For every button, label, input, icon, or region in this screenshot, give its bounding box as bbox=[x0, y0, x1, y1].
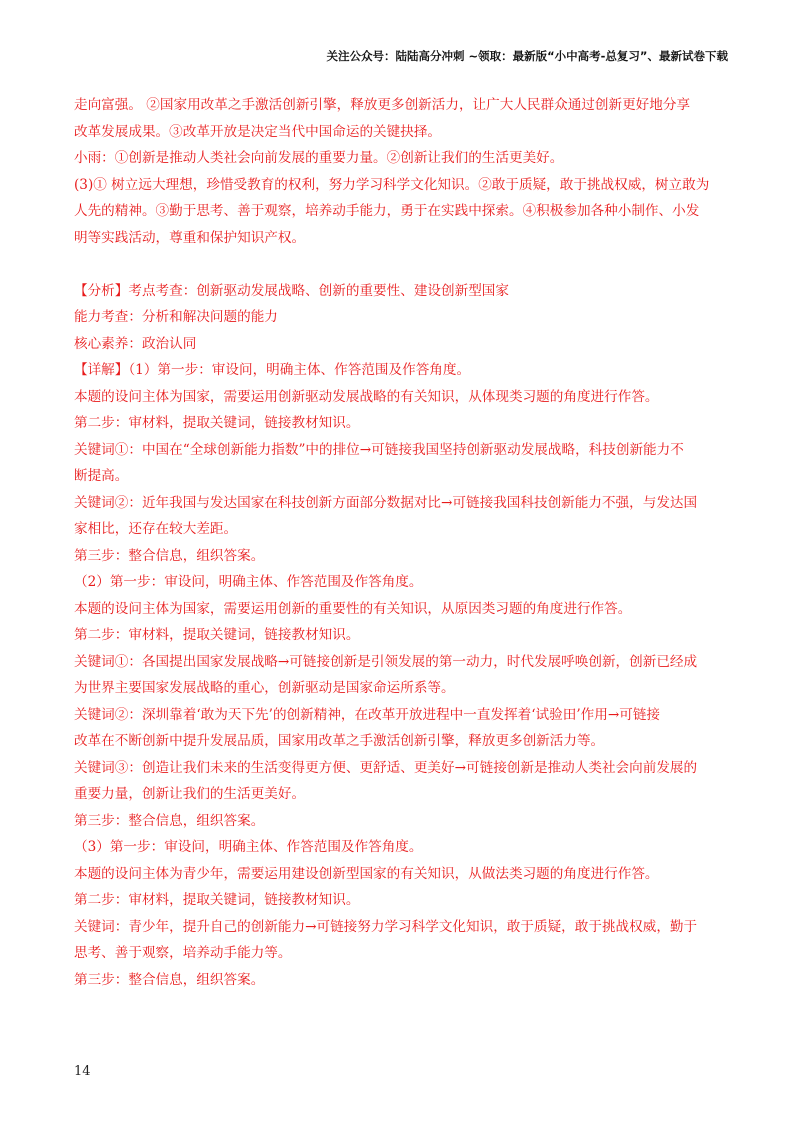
text-line: 小雨：①创新是推动人类社会向前发展的重要力量。②创新让我们的生活更美好。 bbox=[74, 150, 564, 166]
text-line: （2）第一步：审设问，明确主体、作答范围及作答角度。 bbox=[74, 574, 423, 590]
text-line: 第三步：整合信息，组织答案。 bbox=[74, 971, 265, 988]
text-line: 关键词③：创造让我们未来的生活变得更方便、更舒适、更美好→可链接创新是推动人类社会向前发展的 bbox=[74, 759, 698, 776]
text-line: 关键词②：近年我国与发达国家在科技创新方面部分数据对比→可链接我国科技创新能力不强，与发达国 bbox=[74, 494, 698, 511]
text-line: 能力考查：分析和解决问题的能力 bbox=[74, 309, 278, 325]
text-line: 关键词：青少年，提升自己的创新能力→可链接努力学习科学文化知识，敢于质疑，敢于挑战权威，勤于 bbox=[74, 918, 698, 935]
text-line: 改革发展成果。③改革开放是决定当代中国命运的关键抉择。 bbox=[74, 123, 442, 140]
text-line: （3）第一步：审设问，明确主体、作答范围及作答角度。 bbox=[74, 839, 423, 855]
text-line: 核心素养：政治认同 bbox=[74, 335, 197, 352]
text-line: 关键词①：中国在“全球创新能力指数”中的排位→可链接我国坚持创新驱动发展战略，科技创新能力不 bbox=[74, 441, 684, 458]
text-line: 第三步：整合信息，组织答案。 bbox=[74, 547, 265, 564]
text-line: 明等实践活动，尊重和保护知识产权。 bbox=[74, 229, 306, 246]
text-line: 第二步：审材料，提取关键词，链接教材知识。 bbox=[74, 415, 360, 431]
text-line: 家相比，还存在较大差距。 bbox=[74, 521, 238, 537]
paragraph-gap bbox=[74, 251, 724, 278]
text-line: 改革在不断创新中提升发展品质，国家用改革之手激活创新引擎，释放更多创新活力等。 bbox=[74, 733, 605, 749]
text-line: 本题的设问主体为国家，需要运用创新驱动发展战略的有关知识，从体现类习题的角度进行作答。 bbox=[74, 388, 659, 405]
text-line: 断提高。 bbox=[74, 468, 129, 484]
text-line: 关键词①：各国提出国家发展战略→可链接创新是引领发展的第一动力，时代发展呼唤创新，创新已经成 bbox=[74, 653, 698, 670]
page-header: 关注公众号：陆陆高分冲刺 ~领取：最新版“小中高考-总复习”、最新试卷下载 bbox=[326, 49, 728, 63]
text-line: 第二步：审材料，提取关键词，链接教材知识。 bbox=[74, 627, 360, 643]
text-line: 第二步：审材料，提取关键词，链接教材知识。 bbox=[74, 892, 360, 908]
document-body bbox=[74, 92, 724, 993]
text-line: 走向富强。 ②国家用改革之手激活创新引擎，释放更多创新活力，让广大人民群众通过创新更好地分享 bbox=[74, 97, 691, 113]
text-line: 第三步：整合信息，组织答案。 bbox=[74, 812, 265, 829]
text-line: 重要力量，创新让我们的生活更美好。 bbox=[74, 786, 306, 802]
page-number: 14 bbox=[74, 1064, 91, 1079]
text-line: (3)① 树立远大理想，珍惜受教育的权利，努力学习科学文化知识。②敢于质疑，敢于挑战权威，树立敢为 bbox=[74, 176, 710, 193]
text-line: 【详解】（1）第一步：审设问，明确主体、作答范围及作答角度。 bbox=[74, 362, 471, 378]
text-line: 本题的设问主体为青少年，需要运用建设创新型国家的有关知识，从做法类习题的角度进行作答。 bbox=[74, 865, 659, 882]
text-line: 人先的精神。③勤于思考、善于观察，培养动手能力，勇于在实践中探索。④积极参加各种小制作、小发 bbox=[74, 203, 700, 219]
text-line: 【分析】考点考查：创新驱动发展战略、创新的重要性、建设创新型国家 bbox=[74, 282, 509, 299]
text-line: 关键词②：深圳靠着‘敢为天下先’的创新精神，在改革开放进程中一直发挥着‘试验田’作用→可链接 bbox=[74, 706, 661, 723]
text-line: 为世界主要国家发展战略的重心，创新驱动是国家命运所系等。 bbox=[74, 680, 455, 696]
text-line: 本题的设问主体为国家，需要运用创新的重要性的有关知识，从原因类习题的角度进行作答。 bbox=[74, 600, 632, 617]
text-line: 思考、善于观察，培养动手能力等。 bbox=[74, 945, 292, 961]
